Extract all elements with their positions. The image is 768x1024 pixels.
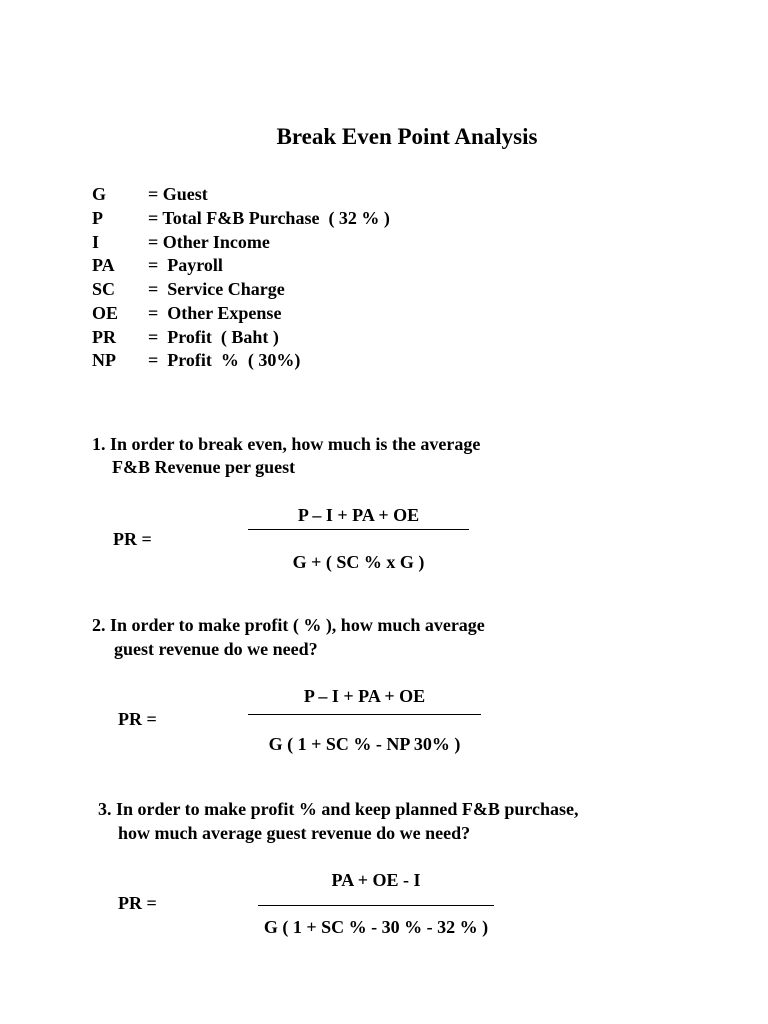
definition-key: PR (92, 327, 116, 347)
definition-item (92, 208, 390, 229)
formula-denominator: G ( 1 + SC % - 30 % - 32 % ) (263, 917, 489, 937)
definition-key: G (92, 184, 107, 204)
definition-value: = Guest (148, 184, 208, 204)
definition-value: = Service Charge (148, 279, 285, 299)
definition-item (92, 303, 281, 324)
question-text: how much average guest revenue do we need? (118, 823, 471, 843)
question-text: F&B Revenue per guest (112, 457, 296, 477)
definition-item (92, 350, 300, 371)
fraction-bar (248, 529, 469, 530)
formula-lhs: PR = (118, 893, 157, 913)
formula-numerator: P – I + PA + OE (303, 686, 426, 706)
definition-key: I (92, 232, 100, 252)
definition-item (92, 184, 208, 205)
question-text: 3. In order to make profit % and keep planned F&B purchase, (98, 799, 579, 819)
formula-numerator: PA + OE - I (331, 870, 421, 890)
formula-denominator: G ( 1 + SC % - NP 30% ) (268, 734, 461, 754)
fraction-bar (258, 905, 494, 906)
formula-denominator: G + ( SC % x G ) (292, 552, 425, 572)
formula-lhs: PR = (113, 529, 152, 549)
question-text: 1. In order to break even, how much is the average (92, 434, 481, 454)
definition-value: = Total F&B Purchase ( 32 % ) (148, 208, 390, 228)
definition-value: = Profit ( Baht ) (148, 327, 279, 347)
definition-key: OE (92, 303, 119, 323)
formula-numerator: P – I + PA + OE (297, 505, 420, 525)
fraction-bar (248, 714, 481, 715)
definition-item (92, 327, 279, 348)
definition-value: = Other Expense (148, 303, 282, 323)
definition-key: P (92, 208, 103, 228)
definition-key: PA (92, 255, 115, 275)
definition-value: = Payroll (148, 255, 223, 275)
definition-item (92, 255, 223, 276)
definition-item (92, 232, 270, 253)
question-text: guest revenue do we need? (114, 639, 318, 659)
definition-key: SC (92, 279, 116, 299)
question-text: 2. In order to make profit ( % ), how much average (92, 615, 485, 635)
page-title: Break Even Point Analysis (276, 124, 538, 149)
definition-key: NP (92, 350, 116, 370)
definition-value: = Profit % ( 30%) (148, 350, 301, 370)
definition-item (92, 279, 285, 300)
definition-value: = Other Income (148, 232, 270, 252)
formula-lhs: PR = (118, 709, 157, 729)
